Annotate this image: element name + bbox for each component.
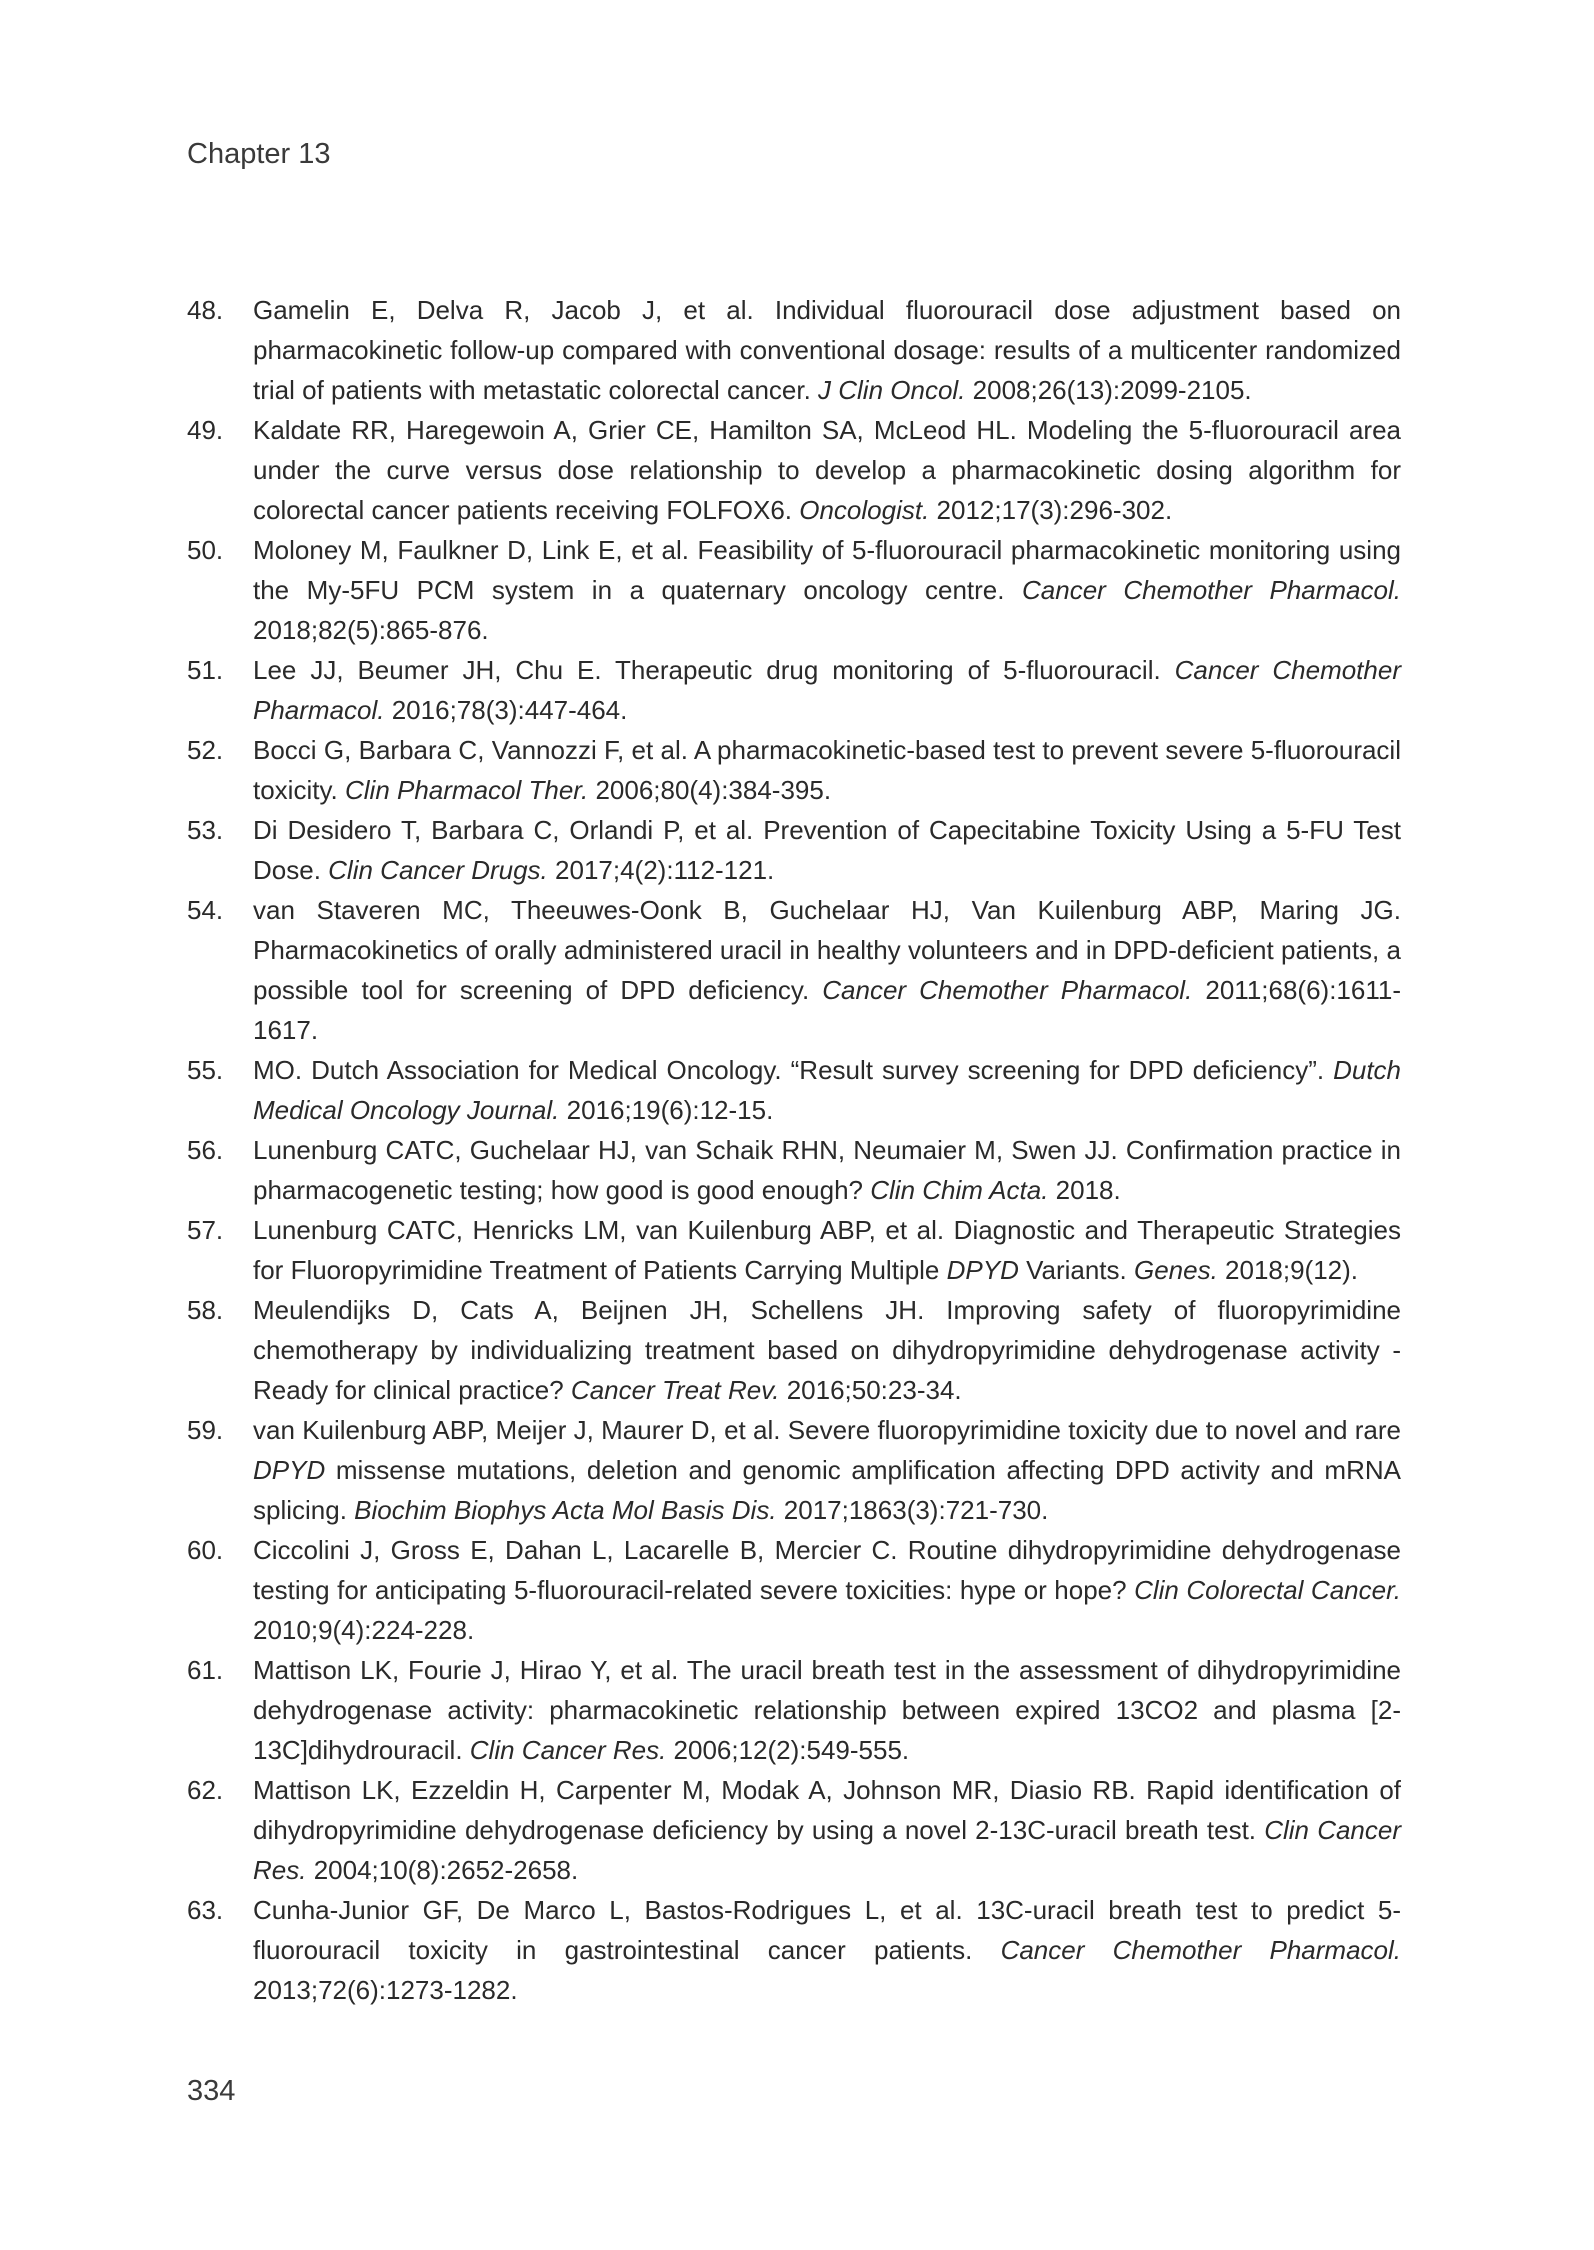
reference-text <box>253 1410 1401 1530</box>
reference-text-segment: 2018. <box>1048 1175 1121 1205</box>
reference-text-segment: 2017;1863(3):721-730. <box>776 1495 1049 1525</box>
reference-italic-text: Clin Pharmacol Ther. <box>344 775 589 805</box>
reference-text-segment: 2006;12(2):549-555. <box>666 1735 910 1765</box>
reference-italic-text: Clin Colorectal Cancer. <box>1134 1575 1401 1605</box>
reference-text-segment: 2010;9(4):224-228. <box>253 1615 475 1645</box>
reference-item <box>187 1410 1401 1530</box>
reference-number: 62. <box>187 1775 224 1805</box>
reference-text <box>253 530 1401 650</box>
reference-text-segment: 2011;68(6):1611-1617. <box>253 975 1401 1045</box>
reference-text-segment: Di Desidero T, Barbara C, Orlandi P, et al. Prevention of Capecitabine Toxicity Using a 5-FU Test Dose. <box>253 815 1401 885</box>
reference-text-segment: Lee JJ, Beumer JH, Chu E. Therapeutic drug monitoring of 5-fluorouracil. <box>253 655 1175 685</box>
reference-item <box>187 410 1401 530</box>
reference-item <box>187 1770 1401 1890</box>
chapter-header: Chapter 13 <box>187 138 331 170</box>
reference-text-segment: Gamelin E, Delva R, Jacob J, et al. Individual fluorouracil dose adjustment based on pharmacokinetic follow-up compared with conventional dosage: results of a multicenter randomized trial of patients with metastatic colorectal cancer. <box>253 295 1401 405</box>
reference-text-segment: 2013;72(6):1273-1282. <box>253 1975 518 2005</box>
reference-text <box>253 1210 1401 1290</box>
page-number: 334 <box>187 2075 236 2107</box>
reference-italic-text: Dutch Medical Oncology Journal. <box>253 1055 1401 1125</box>
reference-text-segment: missense mutations, deletion and genomic amplification affecting DPD activity and mRNA splicing. <box>253 1455 1401 1525</box>
reference-text <box>253 890 1401 1050</box>
reference-text-segment: 2012;17(3):296-302. <box>929 495 1173 525</box>
reference-text-segment: 2016;78(3):447-464. <box>384 695 628 725</box>
reference-item <box>187 810 1401 890</box>
reference-italic-text: Clin Cancer Res. <box>469 1735 667 1765</box>
reference-item <box>187 530 1401 650</box>
reference-italic-text: Clin Cancer Res. <box>253 1815 1402 1885</box>
reference-text-segment: Variants. <box>1018 1255 1134 1285</box>
reference-text-segment: van Staveren MC, Theeuwes-Oonk B, Guchelaar HJ, Van Kuilenburg ABP, Maring JG. Pharmacokinetics of orally administered uracil in healthy volunteers and in DPD-deficient patients, a possible tool for screening of DPD deficiency. <box>253 895 1401 1005</box>
reference-number: 59. <box>187 1415 224 1445</box>
reference-number: 55. <box>187 1055 224 1085</box>
reference-text-segment: 2016;19(6):12-15. <box>559 1095 774 1125</box>
reference-number: 60. <box>187 1535 224 1565</box>
reference-italic-text: DPYD <box>946 1255 1019 1285</box>
reference-number: 50. <box>187 535 224 565</box>
reference-italic-text: Genes. <box>1133 1255 1218 1285</box>
reference-number: 61. <box>187 1655 224 1685</box>
reference-text <box>253 650 1401 730</box>
reference-item <box>187 730 1401 810</box>
reference-number: 56. <box>187 1135 224 1165</box>
reference-item <box>187 1130 1401 1210</box>
reference-italic-text: J Clin Oncol. <box>818 375 966 405</box>
reference-number: 52. <box>187 735 224 765</box>
reference-italic-text: Cancer Chemother Pharmacol. <box>253 655 1401 725</box>
reference-number: 57. <box>187 1215 224 1245</box>
reference-italic-text: Cancer Chemother Pharmacol. <box>1022 575 1401 605</box>
reference-text <box>253 290 1401 410</box>
reference-number: 49. <box>187 415 224 445</box>
reference-item <box>187 1050 1401 1130</box>
reference-text-segment: Mattison LK, Ezzeldin H, Carpenter M, Modak A, Johnson MR, Diasio RB. Rapid identification of dihydropyrimidine dehydrogenase deficiency by using a novel 2-13C-uracil breath test. <box>253 1775 1401 1845</box>
reference-italic-text: Cancer Chemother Pharmacol. <box>1000 1935 1401 1965</box>
reference-item <box>187 890 1401 1050</box>
reference-text-segment: 2018;9(12). <box>1217 1255 1359 1285</box>
reference-text <box>253 1290 1401 1410</box>
reference-text-segment: 2016;50:23-34. <box>779 1375 962 1405</box>
reference-text-segment: MO. Dutch Association for Medical Oncology. “Result survey screening for DPD deficiency”. <box>253 1055 1334 1085</box>
reference-number: 58. <box>187 1295 224 1325</box>
reference-list <box>187 290 1401 2010</box>
reference-number: 53. <box>187 815 224 845</box>
reference-text <box>253 1130 1401 1210</box>
reference-text-segment: 2017;4(2):112-121. <box>547 855 775 885</box>
reference-item <box>187 1530 1401 1650</box>
reference-text-segment: Kaldate RR, Haregewoin A, Grier CE, Hamilton SA, McLeod HL. Modeling the 5-fluorouracil area under the curve versus dose relationship to develop a pharmacokinetic dosing algorithm for colorectal cancer patients receiving FOLFOX6. <box>253 415 1401 525</box>
reference-number: 48. <box>187 295 224 325</box>
reference-item <box>187 1290 1401 1410</box>
reference-text-segment: 2004;10(8):2652-2658. <box>306 1855 579 1885</box>
reference-text <box>253 1530 1401 1650</box>
reference-item <box>187 650 1401 730</box>
reference-italic-text: Cancer Chemother Pharmacol. <box>822 975 1193 1005</box>
reference-text-segment: Lunenburg CATC, Henricks LM, van Kuilenburg ABP, et al. Diagnostic and Therapeutic Strategies for Fluoropyrimidine Treatment of Patients Carrying Multiple <box>253 1215 1401 1285</box>
reference-text <box>253 810 1401 890</box>
reference-text <box>253 1650 1401 1770</box>
reference-italic-text: Clin Chim Acta. <box>870 1175 1049 1205</box>
reference-text-segment: Moloney M, Faulkner D, Link E, et al. Feasibility of 5-fluorouracil pharmacokinetic monitoring using the My-5FU PCM system in a quaternary oncology centre. <box>253 535 1401 605</box>
reference-italic-text: Biochim Biophys Acta Mol Basis Dis. <box>354 1495 777 1525</box>
reference-text <box>253 730 1401 810</box>
reference-italic-text: Cancer Treat Rev. <box>570 1375 780 1405</box>
reference-text-segment: 2008;26(13):2099-2105. <box>965 375 1252 405</box>
reference-text <box>253 410 1401 530</box>
reference-text-segment: Bocci G, Barbara C, Vannozzi F, et al. A pharmacokinetic-based test to prevent severe 5-fluorouracil toxicity. <box>253 735 1401 805</box>
reference-italic-text: Clin Cancer Drugs. <box>328 855 548 885</box>
reference-item <box>187 1210 1401 1290</box>
reference-text-segment: Mattison LK, Fourie J, Hirao Y, et al. The uracil breath test in the assessment of dihydropyrimidine dehydrogenase activity: pharmacokinetic relationship between expired 13CO2 and plasma [2-13C]dihydrouracil. <box>253 1655 1401 1765</box>
reference-text-segment: 2018;82(5):865-876. <box>253 615 489 645</box>
reference-italic-text: DPYD <box>253 1455 326 1485</box>
reference-text <box>253 1890 1401 2010</box>
reference-text-segment: Cunha-Junior GF, De Marco L, Bastos-Rodrigues L, et al. 13C-uracil breath test to predict 5-fluorouracil toxicity in gastrointestinal cancer patients. <box>253 1895 1401 1965</box>
reference-text-segment: 2006;80(4):384-395. <box>588 775 832 805</box>
reference-number: 54. <box>187 895 224 925</box>
reference-number: 63. <box>187 1895 224 1925</box>
reference-text <box>253 1050 1401 1130</box>
reference-italic-text: Oncologist. <box>799 495 930 525</box>
reference-text-segment: Ciccolini J, Gross E, Dahan L, Lacarelle B, Mercier C. Routine dihydropyrimidine dehydrogenase testing for anticipating 5-fluorouracil-related severe toxicities: hype or hope? <box>253 1535 1401 1605</box>
reference-text-segment: Meulendijks D, Cats A, Beijnen JH, Schellens JH. Improving safety of fluoropyrimidine chemotherapy by individualizing treatment based on dihydropyrimidine dehydrogenase activity - Ready for clinical practice? <box>253 1295 1401 1405</box>
reference-text <box>253 1770 1401 1890</box>
reference-item <box>187 1650 1401 1770</box>
reference-item <box>187 290 1401 410</box>
reference-text-segment: van Kuilenburg ABP, Meijer J, Maurer D, et al. Severe fluoropyrimidine toxicity due to novel and rare <box>253 1415 1401 1445</box>
reference-number: 51. <box>187 655 224 685</box>
reference-text-segment: Lunenburg CATC, Guchelaar HJ, van Schaik RHN, Neumaier M, Swen JJ. Confirmation practice in pharmacogenetic testing; how good is good enough? <box>253 1135 1401 1205</box>
reference-item <box>187 1890 1401 2010</box>
